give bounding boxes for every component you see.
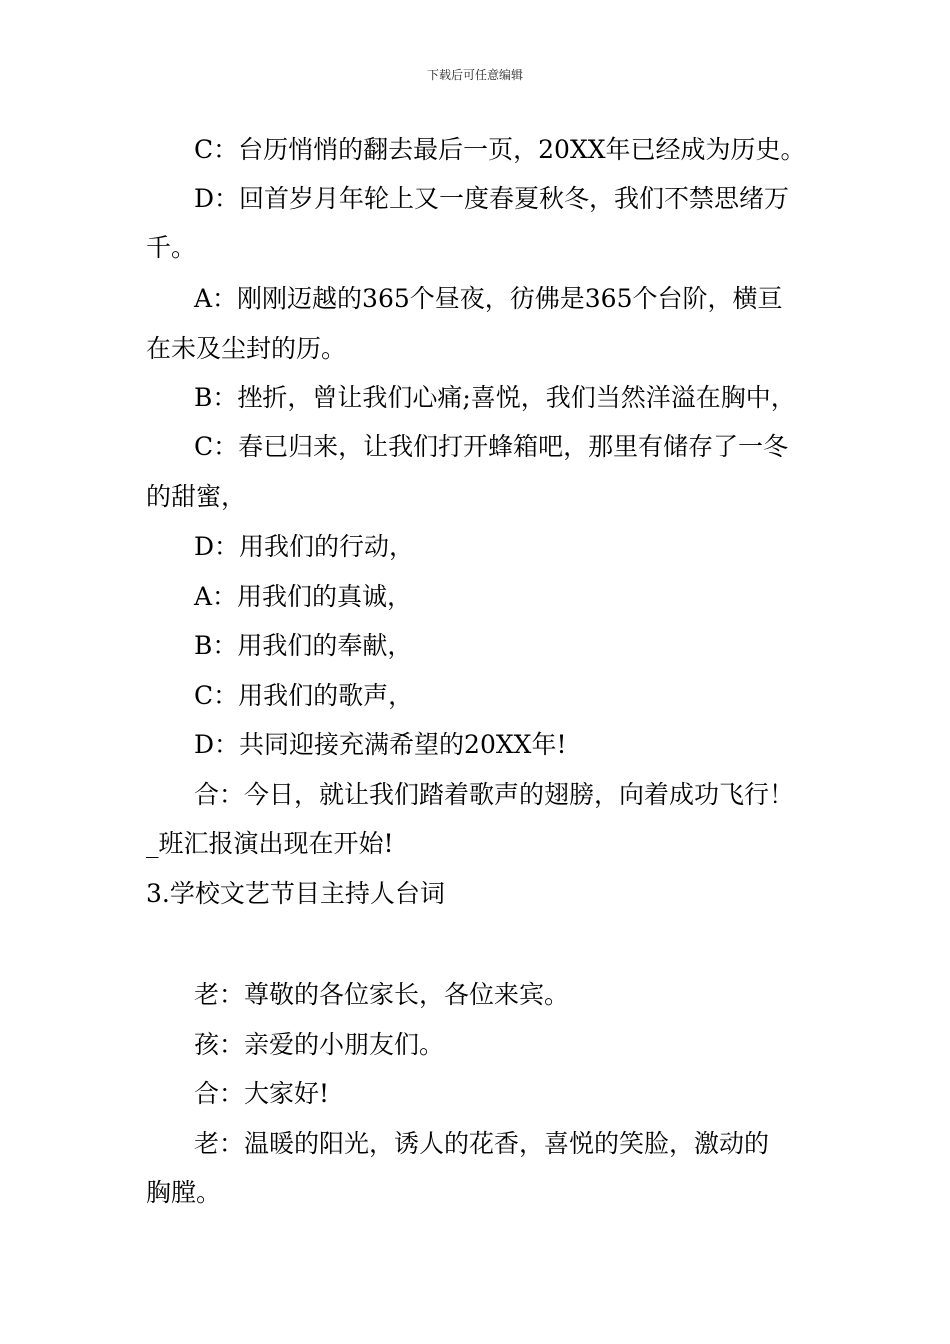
- text-line: 在未及尘封的历。: [146, 334, 347, 363]
- text-line: D：共同迎接充满希望的20XX年!: [194, 730, 567, 759]
- text-line: C：春已归来，让我们打开蜂箱吧，那里有储存了一冬: [194, 432, 789, 461]
- text-line: 的甜蜜，: [146, 482, 247, 511]
- text-line: 合：大家好!: [194, 1079, 330, 1108]
- page-header-note: 下载后可任意编辑: [426, 68, 523, 82]
- text-line: 合：今日，就让我们踏着歌声的翅膀，向着成功飞行！: [194, 780, 795, 809]
- text-line: 老：尊敬的各位家长，各位来宾。: [194, 980, 570, 1009]
- text-line: C：台历悄悄的翻去最后一页，20XX年已经成为历史。: [194, 135, 806, 164]
- section-heading: 3.学校文艺节目主持人台词: [146, 879, 445, 908]
- text-line: D：回首岁月年轮上又一度春夏秋冬，我们不禁思绪万: [194, 184, 790, 213]
- text-line: C：用我们的歌声，: [194, 681, 414, 710]
- text-line: _班汇报演出现在开始!: [146, 829, 394, 858]
- text-line: 孩：亲爱的小朋友们。: [194, 1030, 445, 1059]
- text-line: A：刚刚迈越的365个昼夜，彷佛是365个台阶，横亘: [194, 284, 783, 313]
- text-line: 老：温暖的阳光，诱人的花香，喜悦的笑脸，激动的: [194, 1129, 770, 1158]
- text-line: 胸膛。: [146, 1178, 222, 1207]
- text-line: D：用我们的行动，: [194, 532, 415, 561]
- text-line: 千。: [146, 233, 197, 262]
- text-line: B：挫折，曾让我们心痛;喜悦，我们当然洋溢在胸中，: [194, 383, 796, 412]
- text-line: A：用我们的真诚，: [194, 582, 413, 611]
- text-line: B：用我们的奉献，: [194, 631, 413, 660]
